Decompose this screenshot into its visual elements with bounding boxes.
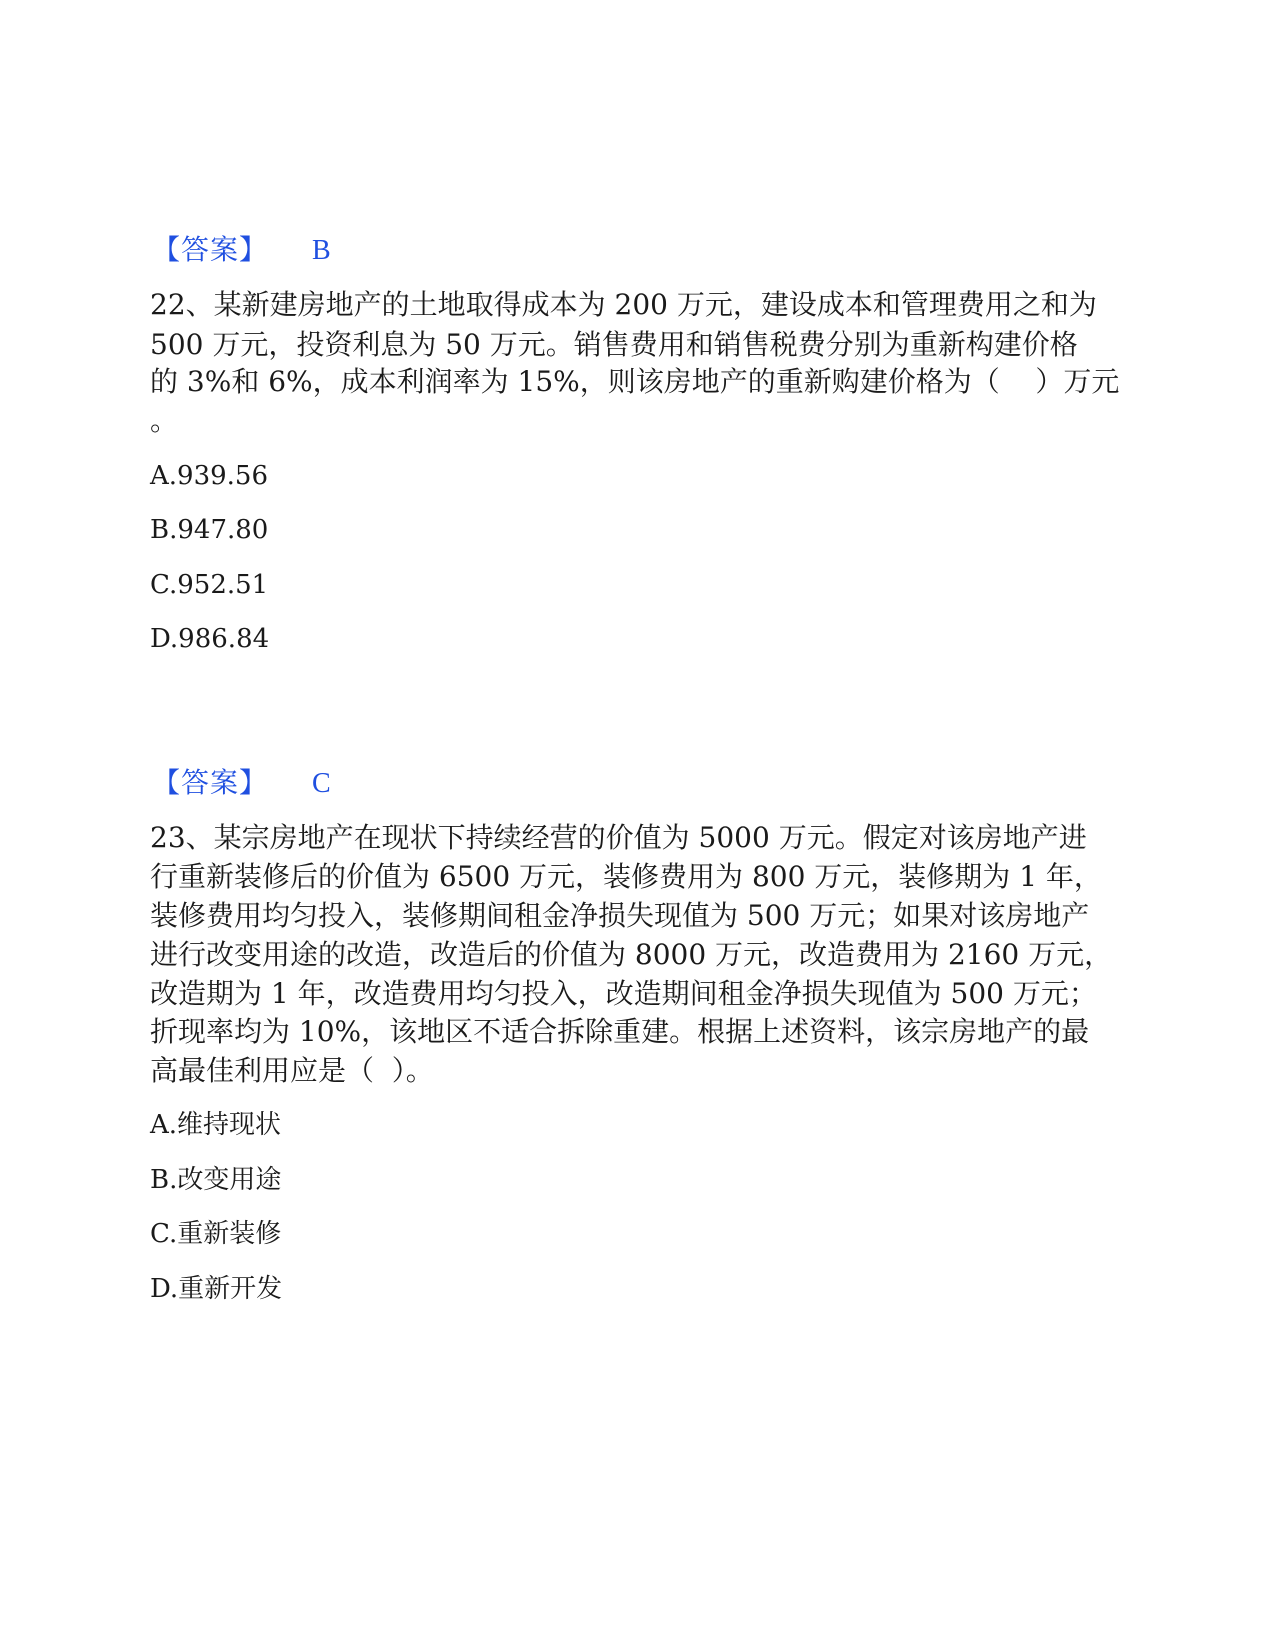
question-text-line: 改造期为 1 年，改造费用均匀投入，改造期间租金净损失现值为 500 万元； xyxy=(150,977,1097,1010)
question-text-line: 高最佳利用应是（ ）。 xyxy=(150,1054,434,1087)
answer-tag: 【答案】 xyxy=(152,766,269,799)
question-text-line: 500 万元，投资利息为 50 万元。销售费用和销售税费分别为重新构建价格 xyxy=(150,328,1078,361)
option-c: C.952.51 xyxy=(150,570,269,600)
option-d: D.重新开发 xyxy=(150,1274,283,1304)
answer-line xyxy=(152,763,331,804)
question-text-line: 进行改变用途的改造，改造后的价值为 8000 万元，改造费用为 2160 万元， xyxy=(150,938,1113,971)
question-text-line: 装修费用均匀投入，装修期间租金净损失现值为 500 万元；如果对该房地产 xyxy=(150,899,1090,932)
question-text-line: 折现率均为 10%，该地区不适合拆除重建。根据上述资料，该宗房地产的最 xyxy=(150,1015,1090,1048)
option-d: D.986.84 xyxy=(150,624,270,654)
option-a: A.维持现状 xyxy=(150,1110,282,1140)
question-text-line: 23、某宗房地产在现状下持续经营的价值为 5000 万元。假定对该房地产进 xyxy=(150,821,1087,854)
question-text-line: 的 3%和 6%，成本利润率为 15%，则该房地产的重新购建价格为（ ）万元 xyxy=(150,365,1120,398)
option-b: B.改变用途 xyxy=(150,1165,282,1195)
answer-letter: B xyxy=(312,235,331,266)
answer-tag: 【答案】 xyxy=(152,233,269,266)
question-text-line: 。 xyxy=(150,404,179,437)
answer-letter: C xyxy=(312,768,331,799)
question-text-line: 行重新装修后的价值为 6500 万元，装修费用为 800 万元，装修期为 1 年， xyxy=(150,860,1102,893)
option-b: B.947.80 xyxy=(150,515,269,545)
option-a: A.939.56 xyxy=(150,461,269,491)
option-c: C.重新装修 xyxy=(150,1219,282,1249)
question-text-line: 22、某新建房地产的土地取得成本为 200 万元，建设成本和管理费用之和为 xyxy=(150,288,1097,321)
answer-line xyxy=(152,230,331,271)
